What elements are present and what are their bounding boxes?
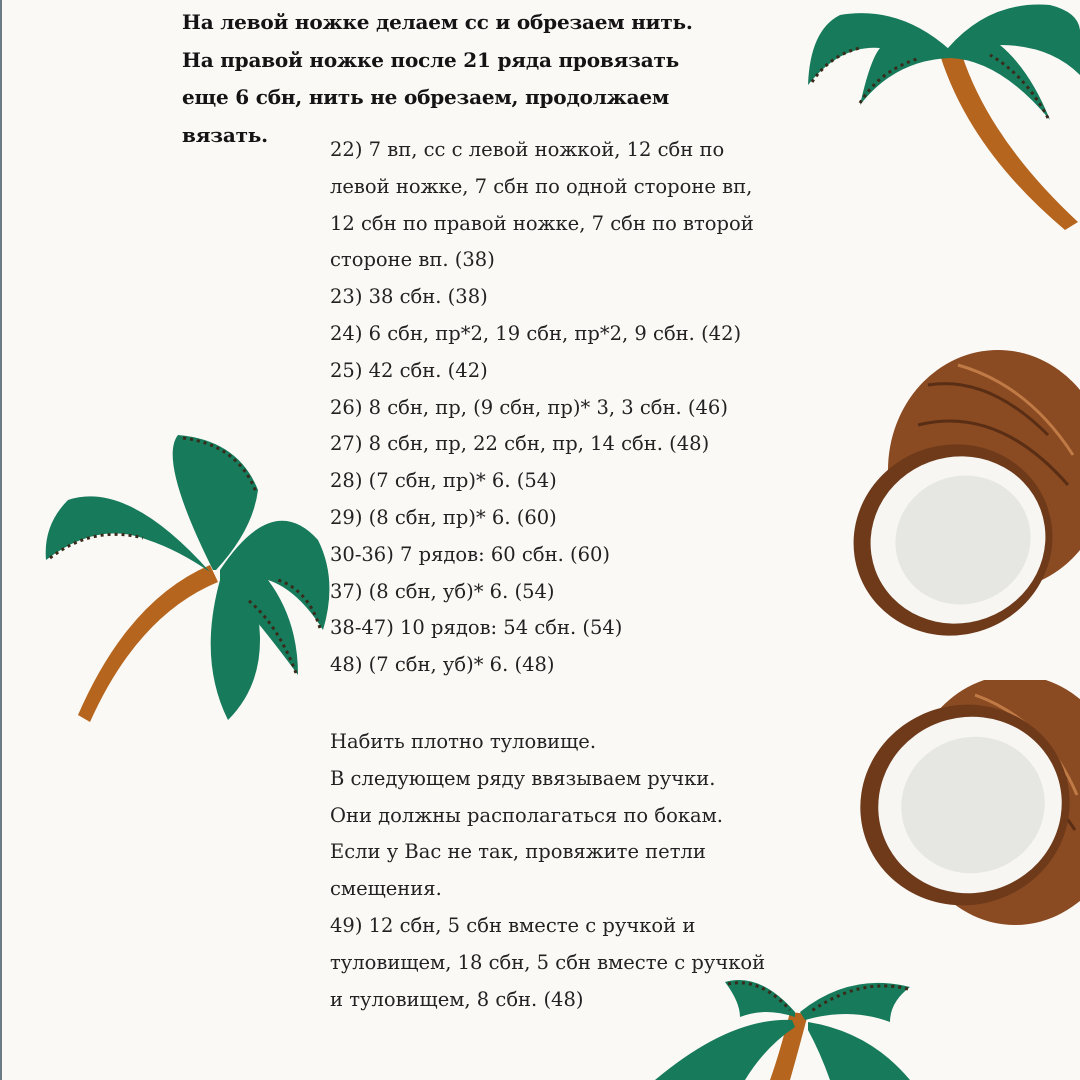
instruction-line: В следующем ряду ввязываем ручки. — [330, 766, 716, 790]
palm-tree-icon — [38, 430, 338, 730]
instruction-line: туловищем, 18 сбн, 5 сбн вместе с ручкой — [330, 950, 766, 974]
pattern-row-line: 26) 8 сбн, пр, (9 сбн, пр)* 3, 3 сбн. (46) — [330, 395, 728, 419]
intro-line: На левой ножке делаем сс и обрезаем нить. — [182, 10, 693, 34]
pattern-row-line: 29) (8 сбн, пр)* 6. (60) — [330, 505, 557, 529]
instruction-line: Если у Вас не так, провяжите петли — [330, 840, 706, 864]
pattern-row-line: 37) (8 сбн, уб)* 6. (54) — [330, 579, 555, 603]
intro-line: вязать. — [182, 122, 268, 147]
pattern-row-line: 30-36) 7 рядов: 60 сбн. (60) — [330, 542, 610, 566]
page-edge-line — [0, 0, 2, 1080]
intro-line: На правой ножке после 21 ряда провязать — [182, 47, 680, 72]
pattern-row-line: 27) 8 сбн, пр, 22 сбн, пр, 14 сбн. (48) — [330, 432, 710, 456]
instructions-paragraph — [330, 724, 890, 1018]
pattern-row-line: 48) (7 сбн, уб)* 6. (48) — [330, 653, 555, 677]
instruction-line: и туловищем, 8 сбн. (48) — [330, 987, 584, 1011]
pattern-row-line: стороне вп. (38) — [330, 248, 495, 272]
pattern-row-line: 25) 42 сбн. (42) — [330, 358, 488, 382]
pattern-row-line: 12 сбн по правой ножке, 7 сбн по второй — [330, 211, 754, 235]
pattern-row-line: левой ножке, 7 сбн по одной стороне вп, — [330, 174, 753, 198]
instruction-line: смещения. — [330, 877, 442, 901]
pattern-row-line: 38-47) 10 рядов: 54 сбн. (54) — [330, 616, 623, 640]
pattern-row-line: 28) (7 сбн, пр)* 6. (54) — [330, 469, 557, 493]
pattern-row-line: 24) 6 сбн, пр*2, 19 сбн, пр*2, 9 сбн. (42) — [330, 321, 742, 345]
instruction-line: 49) 12 сбн, 5 сбн вместе с ручкой и — [330, 913, 696, 937]
pattern-rows — [330, 132, 890, 684]
instruction-line: Набить плотно туловище. — [330, 730, 597, 753]
instruction-line: Они должны располагаться по бокам. — [330, 803, 724, 827]
pattern-row-line: 23) 38 сбн. (38) — [330, 285, 488, 309]
pattern-row-line: 22) 7 вп, сс с левой ножкой, 12 сбн по — [330, 138, 725, 161]
intro-line: еще 6 сбн, нить не обрезаем, продолжаем — [182, 85, 670, 109]
